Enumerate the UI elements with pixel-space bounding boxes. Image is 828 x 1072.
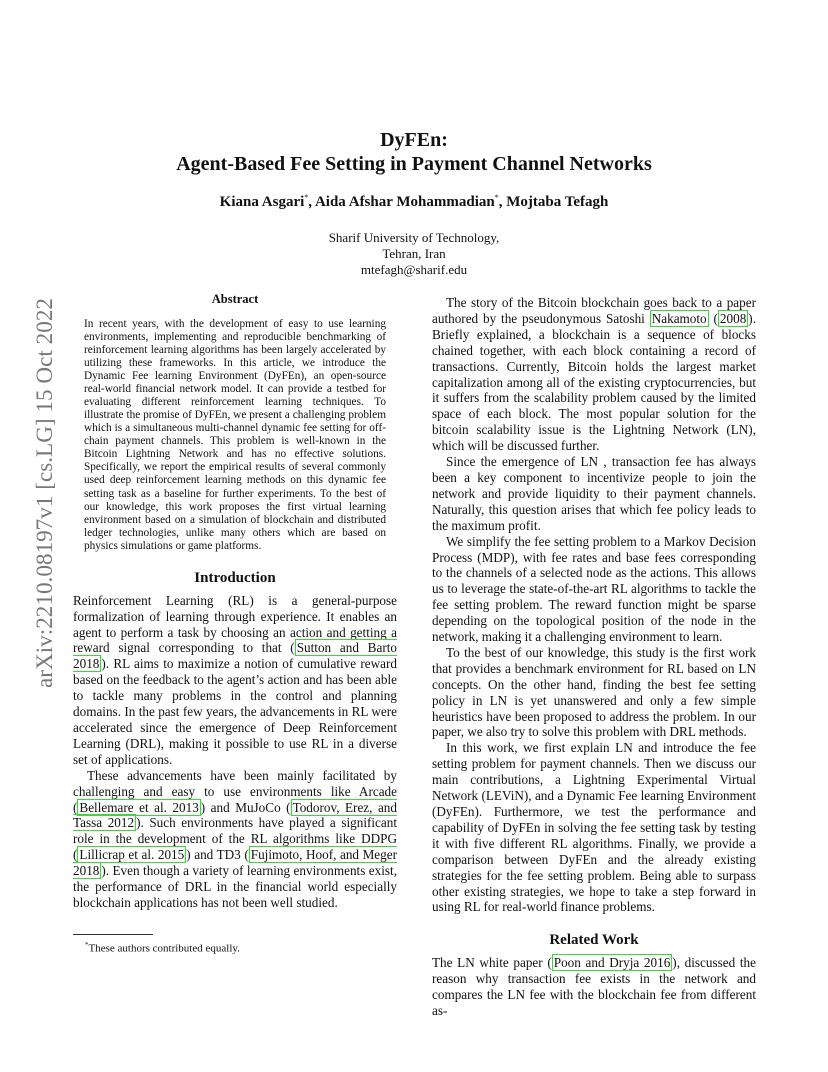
citation-link[interactable]: Poon and Dryja 2016	[553, 955, 671, 971]
citation-link[interactable]: Sutton and Barto 2018	[73, 640, 397, 672]
footnote-mark: *	[85, 941, 89, 949]
intro-heading: Introduction	[194, 569, 276, 586]
citation-link[interactable]: Fujimoto, Hoof, and Meger 2018	[73, 847, 397, 879]
right-paragraph-4: To the best of our knowledge, this study is the first work that provides a benchmark environment for RL based on LN concepts. On the other hand, finding the best fee setting policy in LN is yet unanswered and only a few simple heuristics have been proposed to address the problem. In our paper, we also try to solve this problem with DRL methods.	[432, 644, 756, 740]
author-2: Aida Afshar Mohammadian	[314, 194, 495, 210]
citation-link[interactable]: 2008	[719, 310, 747, 326]
paper-title-line2: Agent-Based Fee Setting in Payment Channel Networks	[176, 153, 652, 175]
affiliation-location: Tehran, Iran	[382, 246, 446, 261]
footnote-text: These authors contributed equally.	[88, 942, 240, 955]
right-paragraph-3: We simplify the fee setting problem to a Markov Decision Process (MDP), with fee rates and base fees corresponding to the channels of a selected node as the actions. This allows us to leverage the state-of-the-art RL algorithms to tackle the fee setting problem. The reward function might be sparse depending on the topological position of the node in the network, making it a challenging environment to learn.	[432, 533, 756, 645]
citation-link[interactable]: Bellemare et al. 2013	[79, 799, 199, 815]
left-column	[73, 292, 397, 911]
arxiv-id-text: arXiv:2210.08197v1 [cs.LG] 15 Oct 2022	[32, 292, 58, 688]
related-work-heading: Related Work	[549, 932, 639, 949]
intro-paragraph-1: Reinforcement Learning (RL) is a general-purpose formalization of learning through experience. It enables an agent to perform a task by choosing an action and getting a reward signal corresponding to that ( Sutton and Barto 2018 ). RL aims to maximize a notion of cumulative reward based on the feedback to the agent’s action and has been able to tackle many problems in the control and planning domains. In the past few years, the advancements in RL were accelerated since the emergence of Deep Reinforcement Learning (DRL), making it possible to use RL in a diverse set of applications.	[73, 592, 397, 767]
paper-header	[0, 128, 828, 278]
equal-contrib-mark: *	[304, 193, 309, 202]
citation-link[interactable]: Todorov, Erez, and Tassa 2012	[73, 799, 397, 831]
equal-contrib-mark: *	[494, 193, 499, 202]
right-paragraph-2: Since the emergence of LN , transaction fee has always been a key component to incentivize people to join the network and provide liquidity to their payment channels. Naturally, this question arises that which fee policy leads to the maximum profit.	[432, 454, 756, 533]
author-list: Kiana Asgari*, Aida Afshar Mohammadian*, Mojtaba Tefagh	[219, 193, 609, 210]
arxiv-stamp	[22, 288, 62, 688]
affiliation	[0, 230, 828, 278]
abstract-text: In recent years, with the development of easy to use learning environments, implementing and reproducible benchmarking of reinforcement learning algorithms has been largely accelerated by utilizing these frameworks. In this article, we introduce the Dynamic Fee learning Environment (DyFEn), an open-source real-world financial network model. It can provide a testbed for evaluating different reinforcement learning techniques. To illustrate the promise of DyFEn, we present a challenging problem which is a simultaneous multi-channel dynamic fee setting for off-chain payment channels. This problem is well-known in the Bitcoin Lightning Network and has no effective solutions. Specifically, we report the empirical results of several commonly used deep reinforcement learning methods on this dynamic fee setting task as a baseline for further experiments. To the best of our knowledge, this work proposes the first virtual learning environment based on a simulation of blockchain and distributed ledger technologies, unlike many others which are based on physics simulations or game platforms.	[84, 317, 386, 552]
citation-link[interactable]: Lillicrap et al. 2015	[79, 847, 185, 863]
abstract-heading: Abstract	[211, 292, 259, 306]
author-1: Kiana Asgari	[219, 194, 305, 210]
right-paragraph-5: In this work, we first explain LN and introduce the fee setting problem for payment channels. Then we discuss our main contributions, a Lightning Experimental Virtual Network (LEViN), and a Dynamic Fee learning Environment (DyFEn). Furthermore, we test the performance and capability of DyFEn in solving the fee setting task by testing it with five different RL algorithms. Finally, we provide a comparison between DyFEn and the already existing strategies for the fee setting problem. Being able to surpass other existing strategies, we hope to take a step forward in using RL for real-world finance problems.	[432, 740, 756, 915]
affiliation-email: mtefagh@sharif.edu	[360, 262, 468, 277]
footnote-divider	[73, 934, 153, 935]
intro-paragraph-2: These advancements have been mainly facilitated by challenging and easy to use environments like Arcade ( Bellemare et al. 2013 ) and MuJoCo ( Todorov, Erez, and Tassa 2012 ). Such environments have played a significant role in the development of the RL algorithms like DDPG ( Lillicrap et al. 2015 ) and TD3 ( Fujimoto, Hoof, and Meger 2018 ). Even though a variety of learning environments exist, the performance of DRL in the financial world especially blockchain applications has not been well studied.	[73, 767, 398, 910]
affiliation-university: Sharif University of Technology,	[328, 230, 500, 245]
right-paragraph-1: The story of the Bitcoin blockchain goes back to a paper authored by the pseudonymous Satoshi Nakamoto ( 2008 ). Briefly explained, a blockchain is a sequence of blocks chained together, with each block containing a record of transactions. Currently, Bitcoin holds the largest market capitalization among all of the existing cryptocurrencies, but it suffers from the scalability problem caused by the limited space of each block. The most popular solution for the bitcoin scalability issue is the Lightning Network (LN), which will be discussed further.	[432, 295, 756, 454]
author-3: Mojtaba Tefagh	[506, 194, 609, 210]
related-work-paragraph: The LN white paper ( Poon and Dryja 2016 ), discussed the reason why transaction fee exists in the network and compares the LN fee with the blockchain fee from different as-	[432, 955, 756, 1019]
right-column	[432, 295, 756, 1019]
footnote	[85, 938, 240, 956]
citation-link[interactable]: Nakamoto	[651, 310, 707, 326]
paper-title-line1: DyFEn:	[380, 129, 448, 151]
